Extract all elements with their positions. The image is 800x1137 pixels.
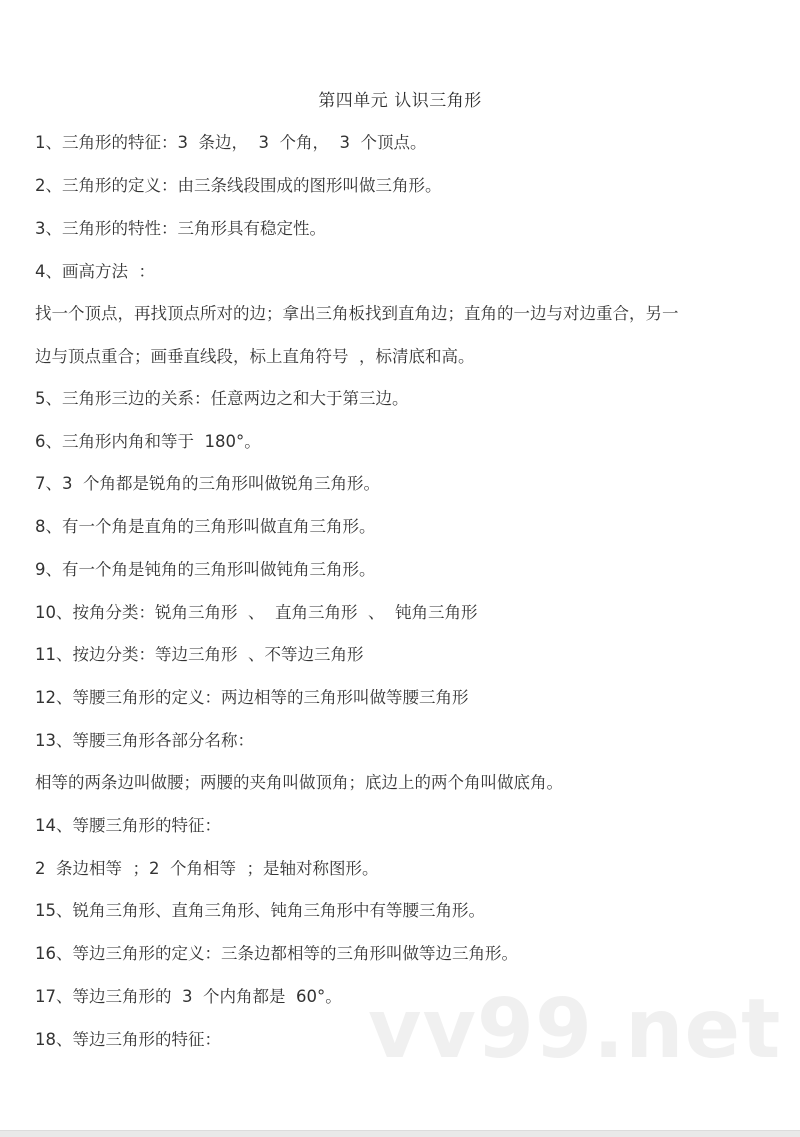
text-line: 17、等边三角形的 3 个内角都是 60°。 — [35, 987, 342, 1006]
text-line: 11、按边分类：等边三角形 、不等边三角形 — [35, 645, 364, 664]
text-line: 边与顶点重合；画垂直线段，标上直角符号 ，标清底和高。 — [35, 347, 475, 366]
document-title: 第四单元 认识三角形 — [318, 91, 482, 111]
watermark: vv99.net — [368, 982, 782, 1077]
text-line: 2 条边相等 ；2 个角相等 ；是轴对称图形。 — [35, 859, 379, 878]
text-line: 14、等腰三角形的特征： — [35, 816, 221, 835]
text-line: 2、三角形的定义：由三条线段围成的图形叫做三角形。 — [35, 176, 442, 195]
text-line: 13、等腰三角形各部分名称： — [35, 731, 254, 750]
text-line: 4、画高方法 ： — [35, 262, 155, 281]
text-line: 16、等边三角形的定义：三条边都相等的三角形叫做等边三角形。 — [35, 944, 518, 963]
text-line: 7、3 个角都是锐角的三角形叫做锐角三角形。 — [35, 474, 380, 493]
text-line: 12、等腰三角形的定义：两边相等的三角形叫做等腰三角形 — [35, 688, 469, 707]
text-line: 相等的两条边叫做腰；两腰的夹角叫做顶角；底边上的两个角叫做底角。 — [35, 773, 563, 792]
text-line: 找一个顶点，再找顶点所对的边；拿出三角板找到直角边；直角的一边与对边重合，另一 — [35, 304, 679, 323]
text-line: 10、按角分类：锐角三角形 、 直角三角形 、 钝角三角形 — [35, 603, 478, 622]
text-line: 6、三角形内角和等于 180°。 — [35, 432, 261, 451]
text-line: 5、三角形三边的关系：任意两边之和大于第三边。 — [35, 389, 409, 408]
text-line: 18、等边三角形的特征： — [35, 1030, 221, 1049]
text-line: 9、有一个角是钝角的三角形叫做钝角三角形。 — [35, 560, 376, 579]
text-line: 8、有一个角是直角的三角形叫做直角三角形。 — [35, 517, 376, 536]
text-line: 1、三角形的特征：3 条边， 3 个角， 3 个顶点。 — [35, 133, 427, 152]
page-bottom-edge — [0, 1130, 800, 1137]
text-line: 15、锐角三角形、直角三角形、钝角三角形中有等腰三角形。 — [35, 901, 485, 920]
text-line: 3、三角形的特性：三角形具有稳定性。 — [35, 219, 326, 238]
